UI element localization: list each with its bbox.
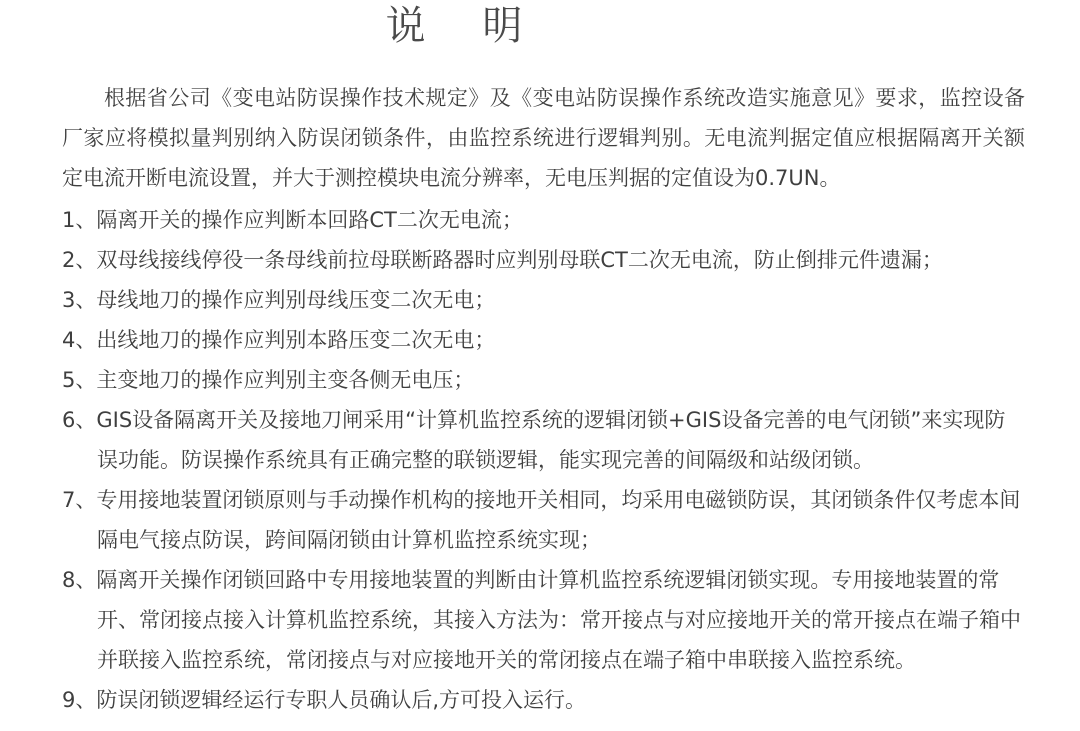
item-number: 3、 [62, 288, 97, 312]
item-number: 9、 [62, 688, 97, 712]
item-number: 5、 [62, 368, 97, 392]
item-number: 7、 [62, 488, 97, 512]
note-item-8 [62, 560, 1025, 680]
item-text: 隔离开关的操作应判断本回路CT二次无电流； [96, 208, 523, 232]
note-item-1 [62, 200, 1025, 240]
item-text: 主变地刀的操作应判别主变各侧无电压； [96, 368, 475, 392]
item-text: 隔离开关操作闭锁回路中专用接地装置的判断由计算机监控系统逻辑闭锁实现。专用接地装置的常开、常闭接点接入计算机监控系统，其接入方法为：常开接点与对应接地开关的常开接点在端子箱中并联接入监控系统，常闭接点与对应接地开关的常闭接点在端子箱中串联接入监控系统。 [96, 568, 1021, 672]
item-number: 2、 [62, 248, 97, 272]
note-item-9 [62, 680, 1025, 720]
document-body [62, 78, 1025, 720]
note-list [62, 200, 1025, 720]
item-text: GIS设备隔离开关及接地刀闸采用“计算机监控系统的逻辑闭锁+GIS设备完善的电气闭锁”来实现防误功能。防误操作系统具有正确完整的联锁逻辑，能实现完善的间隔级和站级闭锁。 [96, 408, 1006, 472]
item-text: 防误闭锁逻辑经运行专职人员确认后,方可投入运行。 [96, 688, 587, 712]
note-item-6 [62, 400, 1025, 480]
item-text: 出线地刀的操作应判别本路压变二次无电； [96, 328, 496, 352]
item-number: 1、 [62, 208, 97, 232]
item-text: 母线地刀的操作应判别母线压变二次无电； [96, 288, 496, 312]
note-item-2 [62, 240, 1025, 280]
item-number: 4、 [62, 328, 97, 352]
note-item-4 [62, 320, 1025, 360]
page-title: 说 明 [385, 3, 545, 49]
note-item-5 [62, 360, 1025, 400]
item-number: 8、 [62, 568, 97, 592]
note-item-7 [62, 480, 1025, 560]
item-text: 专用接地装置闭锁原则与手动操作机构的接地开关相同，均采用电磁锁防误，其闭锁条件仅考虑本间隔电气接点防误，跨间隔闭锁由计算机监控系统实现； [96, 488, 1021, 552]
item-number: 6、 [62, 408, 97, 432]
intro-paragraph: 根据省公司《变电站防误操作技术规定》及《变电站防误操作系统改造实施意见》要求，监控设备厂家应将模拟量判别纳入防误闭锁条件，由监控系统进行逻辑判别。无电流判据定值应根据隔离开关额定电流开断电流设置，并大于测控模块电流分辨率，无电压判据的定值设为0.7UN。 [62, 86, 1025, 190]
item-text: 双母线接线停役一条母线前拉母联断路器时应判别母联CT二次无电流，防止倒排元件遗漏； [96, 248, 943, 272]
note-item-3 [62, 280, 1025, 320]
